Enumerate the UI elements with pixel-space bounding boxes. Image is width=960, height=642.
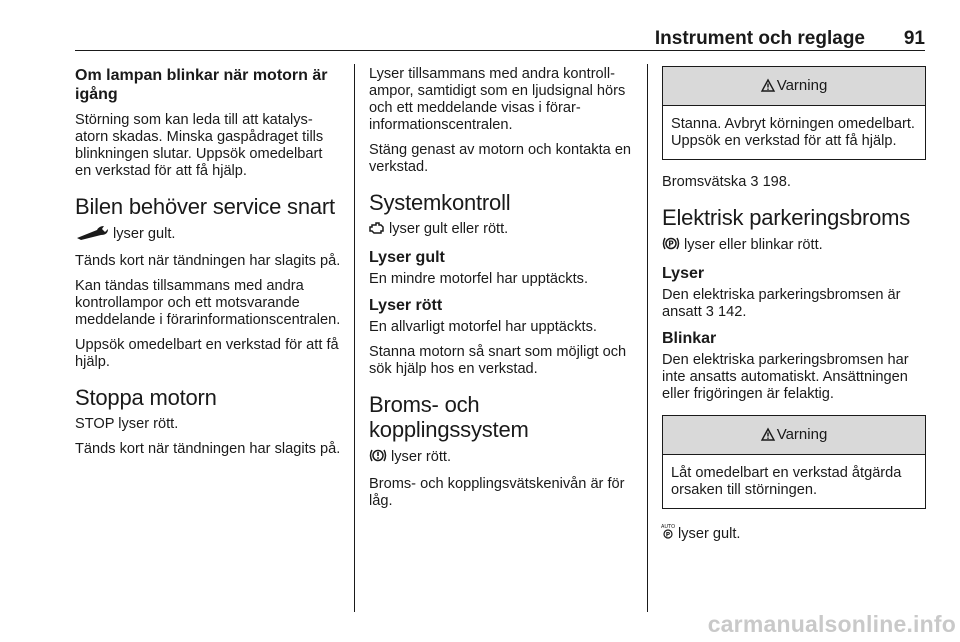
paragraph: Lyser tillsammans med andra kontrollampor, samtidigt som en ljudsignal hörs och ett meddelande visas i förarinformationscentralen.: [369, 66, 626, 133]
engine-check-icon: [369, 222, 385, 240]
bromsvatska-ref: Bromsvätska 3 198.: [662, 174, 791, 190]
wrench-icon: [75, 225, 109, 245]
warning-triangle-icon: [761, 428, 775, 445]
paragraph: Tänds kort när tändningen har slagits på.: [75, 441, 341, 457]
page-number: 91: [903, 28, 925, 49]
warning-triangle-icon: [761, 79, 775, 96]
heading-blink: Om lampan blinkar när motorn är igång: [75, 67, 328, 103]
column-3: [662, 66, 926, 553]
paragraph: En allvarligt motorfel har upptäckts.: [369, 319, 597, 335]
paragraph: Störning som kan leda till att katalysatorn skadas. Minska gaspådraget tills blinkningen slutar. Uppsök omedelbart en verkstad för att få hjälp.: [75, 112, 324, 179]
warning-box: [662, 415, 926, 509]
brake-warning-icon: [369, 448, 387, 468]
column-2: [369, 66, 635, 518]
heading-rott: Lyser rött: [369, 297, 443, 314]
paragraph: Den elektriska parkeringsbromsen har inte ansatts automatiskt. Ansättningen eller frigöringen är felaktig.: [662, 352, 909, 402]
warning-body: Stanna. Avbryt körningen omedelbart. Uppsök en verkstad för att få hjälp.: [671, 116, 915, 149]
paragraph: Kan tändas tillsammans med andra kontrollampor och ett motsvarande meddelande i förarinformationscentralen.: [75, 278, 341, 328]
paragraph: Broms- och kopplingsvätskenivån är för låg.: [369, 476, 625, 509]
svg-text:P: P: [668, 239, 674, 249]
paragraph: Tänds kort när tändningen har slagits på.: [75, 253, 341, 269]
heading-lyser: Lyser: [662, 265, 705, 282]
page-title: Instrument och reglage: [654, 28, 865, 49]
page-header: [75, 26, 925, 51]
epb2-line: AUTO P lyser gult.: [662, 523, 926, 545]
epb-fault-icon: [662, 523, 674, 545]
svg-text:AUTO: AUTO: [660, 524, 676, 530]
paragraph: En mindre motorfel har upptäckts.: [369, 271, 589, 287]
column-divider: [647, 64, 648, 612]
paragraph: Stanna motorn så snart som möjligt och sök hjälp hos en verkstad.: [369, 344, 627, 377]
warning-body: Låt omedelbart en verkstad åtgärda orsaken till störningen.: [671, 465, 902, 498]
paragraph: Stäng genast av motorn och kontakta en verkstad.: [369, 142, 632, 175]
warning-header: Varning: [663, 67, 925, 106]
heading-service: Bilen behöver service snart: [75, 194, 335, 219]
heading-blinkar: Blinkar: [662, 330, 717, 347]
parking-brake-icon: [662, 236, 680, 256]
heading-system: Systemkontroll: [369, 190, 511, 215]
watermark: carmanualsonline.info: [707, 611, 956, 637]
system-line: lyser gult eller rött.: [369, 221, 635, 240]
warning-header: Varning: [663, 416, 925, 455]
paragraph: Uppsök omedelbart en verkstad för att få hjälp.: [75, 337, 339, 370]
heading-gult: Lyser gult: [369, 249, 445, 266]
svg-text:P: P: [665, 531, 671, 539]
warning-box: [662, 66, 926, 160]
column-divider: [354, 64, 355, 612]
brake-line: lyser rött.: [369, 448, 635, 468]
stop-line: STOP lyser rött.: [75, 416, 179, 432]
epb-line: P lyser eller blinkar rött.: [662, 236, 926, 256]
service-line: lyser gult.: [75, 225, 341, 245]
column-1: [75, 66, 341, 466]
paragraph: Den elektriska parkeringsbromsen är ansatt 3 142.: [662, 287, 901, 320]
heading-epb: Elektrisk parkeringsbroms: [662, 205, 911, 230]
heading-brake: Broms- och kopplingssystem: [369, 392, 529, 442]
heading-stop: Stoppa motorn: [75, 385, 217, 410]
